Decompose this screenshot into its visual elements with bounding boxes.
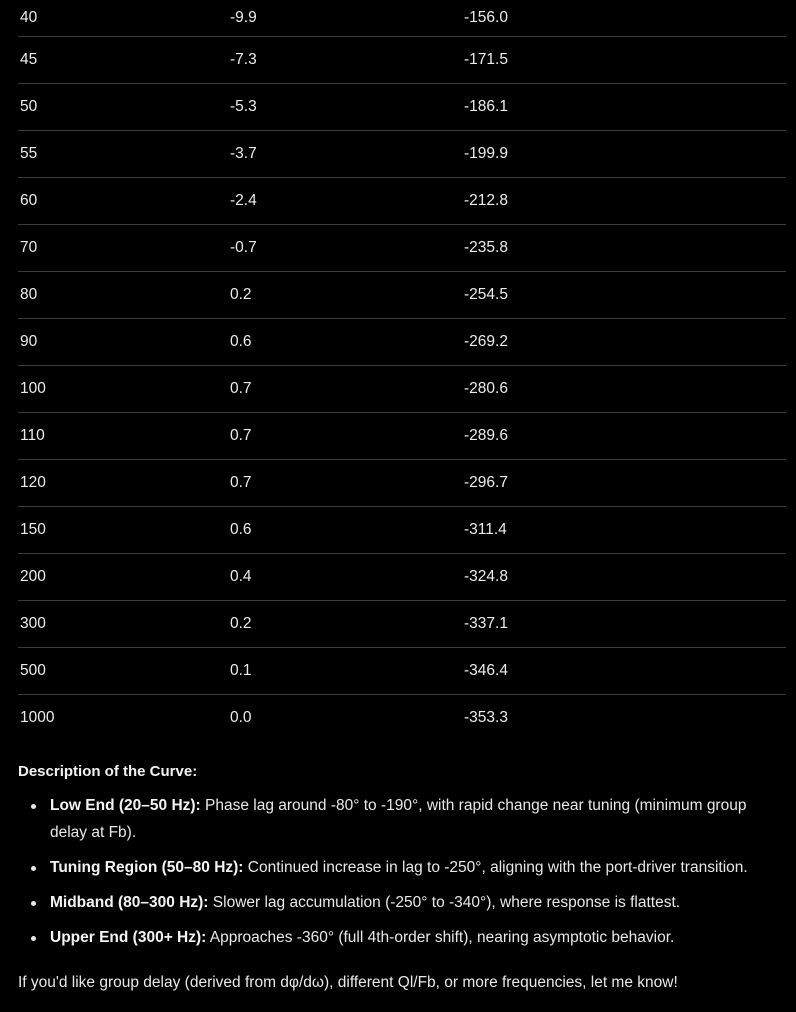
- phase-cell: -171.5: [462, 37, 786, 84]
- frequency-cell: 40: [18, 0, 228, 37]
- frequency-cell: 100: [18, 366, 228, 413]
- table-row: [18, 507, 786, 554]
- table-row: [18, 0, 786, 37]
- chat-message-content: [18, 0, 786, 996]
- bullet-icon: [31, 866, 36, 871]
- magnitude-cell: 0.7: [228, 413, 462, 460]
- closing-paragraph: If you'd like group delay (derived from dφ/dω), different Ql/Fb, or more frequencies, let me know!: [18, 974, 678, 991]
- magnitude-cell: 0.6: [228, 319, 462, 366]
- phase-cell: -324.8: [462, 554, 786, 601]
- frequency-cell: 55: [18, 131, 228, 178]
- frequency-cell: 80: [18, 272, 228, 319]
- table-row: [18, 178, 786, 225]
- phase-cell: -280.6: [462, 366, 786, 413]
- phase-cell: -186.1: [462, 84, 786, 131]
- list-item-text: Slower lag accumulation (-250° to -340°), where response is flattest.: [208, 894, 681, 911]
- table-row: [18, 460, 786, 507]
- table-row: [18, 272, 786, 319]
- list-item-text: Continued increase in lag to -250°, aligning with the port-driver transition.: [243, 859, 748, 876]
- frequency-cell: 120: [18, 460, 228, 507]
- list-item-label: Midband (80–300 Hz):: [50, 894, 209, 911]
- phase-cell: -346.4: [462, 648, 786, 695]
- magnitude-cell: -3.7: [228, 131, 462, 178]
- table-row: [18, 131, 786, 178]
- table-row: [18, 319, 786, 366]
- list-item-label: Upper End (300+ Hz):: [50, 929, 207, 946]
- frequency-cell: 150: [18, 507, 228, 554]
- list-item-text: Approaches -360° (full 4th-order shift), nearing asymptotic behavior.: [206, 929, 675, 946]
- frequency-cell: 90: [18, 319, 228, 366]
- phase-cell: -254.5: [462, 272, 786, 319]
- bullet-icon: [31, 901, 36, 906]
- list-item: [50, 924, 786, 951]
- phase-cell: -353.3: [464, 709, 508, 726]
- magnitude-cell: 0.0: [230, 709, 252, 726]
- magnitude-cell: 0.4: [228, 554, 462, 601]
- description-heading: Description of the Curve:: [18, 763, 198, 780]
- table-row: [18, 413, 786, 460]
- list-item: [50, 889, 786, 916]
- table-row: [18, 554, 786, 601]
- table-row: [18, 366, 786, 413]
- table-row: [18, 84, 786, 131]
- table-row: [18, 648, 786, 695]
- table-body: [18, 0, 786, 741]
- frequency-cell: 110: [18, 413, 228, 460]
- magnitude-cell: 0.6: [228, 507, 462, 554]
- magnitude-cell: -2.4: [228, 178, 462, 225]
- list-item: [50, 854, 786, 881]
- frequency-cell: 45: [18, 37, 228, 84]
- phase-cell: -289.6: [462, 413, 786, 460]
- frequency-cell: 300: [18, 601, 228, 648]
- list-item-label: Tuning Region (50–80 Hz):: [50, 859, 244, 876]
- table-row: [18, 225, 786, 272]
- frequency-cell: 1000: [20, 709, 55, 726]
- list-item-label: Low End (20–50 Hz):: [50, 797, 201, 814]
- phase-cell: -337.1: [462, 601, 786, 648]
- phase-cell: -212.8: [462, 178, 786, 225]
- magnitude-cell: 0.2: [228, 272, 462, 319]
- frequency-cell: 60: [18, 178, 228, 225]
- phase-cell: -199.9: [462, 131, 786, 178]
- magnitude-cell: 0.1: [228, 648, 462, 695]
- magnitude-cell: 0.7: [228, 460, 462, 507]
- phase-response-table: [18, 0, 786, 741]
- magnitude-cell: -0.7: [228, 225, 462, 272]
- phase-cell: -235.8: [462, 225, 786, 272]
- table-row: [18, 601, 786, 648]
- bullet-icon: [31, 936, 36, 941]
- phase-cell: -296.7: [462, 460, 786, 507]
- magnitude-cell: -5.3: [228, 84, 462, 131]
- magnitude-cell: -7.3: [228, 37, 462, 84]
- frequency-cell: 50: [18, 84, 228, 131]
- phase-cell: -311.4: [462, 507, 786, 554]
- table-row: [18, 37, 786, 84]
- frequency-cell: 70: [18, 225, 228, 272]
- bullet-icon: [31, 804, 36, 809]
- description-list: [18, 792, 786, 951]
- magnitude-cell: 0.7: [228, 366, 462, 413]
- phase-cell: -269.2: [462, 319, 786, 366]
- list-item: [50, 792, 786, 846]
- table-row: [18, 695, 786, 742]
- frequency-cell: 500: [18, 648, 228, 695]
- magnitude-cell: -9.9: [228, 0, 462, 37]
- phase-cell: -156.0: [462, 0, 786, 37]
- frequency-cell: 200: [18, 554, 228, 601]
- list-item-text: Phase lag around -80° to -190°, with rapid change near tuning (minimum group delay at Fb).: [50, 797, 747, 841]
- magnitude-cell: 0.2: [228, 601, 462, 648]
